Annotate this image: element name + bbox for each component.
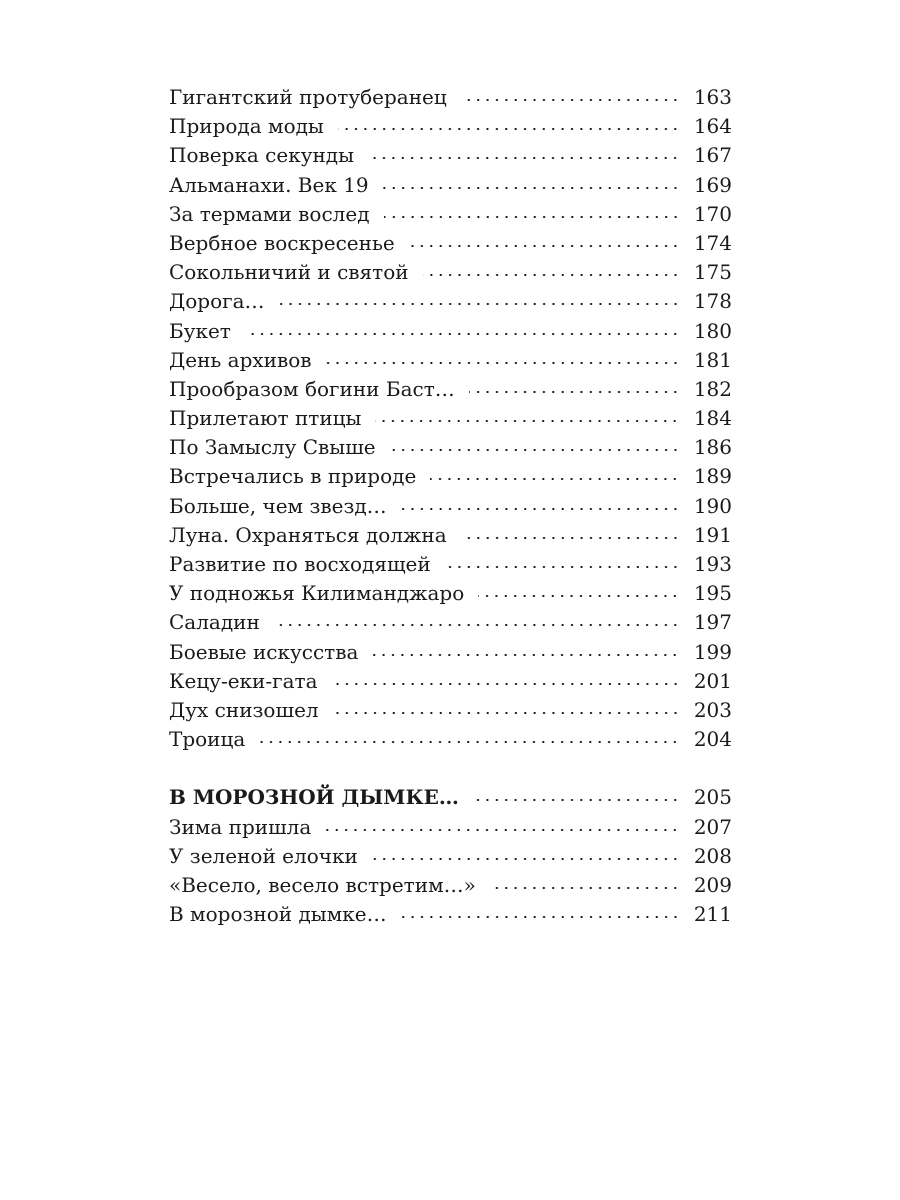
- entry-title: Кецу-еки-гата: [169, 668, 318, 693]
- toc-entry: [169, 433, 732, 462]
- entry-page-number: 174: [693, 230, 732, 255]
- toc-entry: [169, 492, 732, 521]
- entry-page-number: 182: [693, 376, 732, 401]
- entry-title: Поверка секунды: [169, 143, 355, 168]
- toc-entry: [169, 258, 732, 287]
- toc-entry: [169, 83, 732, 112]
- toc-entry: [169, 608, 732, 637]
- entry-page-number: 163: [693, 85, 732, 109]
- entry-page-number: 186: [693, 435, 732, 460]
- entry-title: За термами вослед: [169, 201, 370, 226]
- entry-page-number: 180: [693, 318, 732, 343]
- dot-leader: [332, 668, 680, 688]
- table-of-contents: [169, 83, 732, 929]
- entry-title: Альманахи. Век 19: [169, 172, 369, 197]
- entry-title: По Замыслу Свыше: [169, 435, 376, 460]
- entry-title: Больше, чем звезд…: [169, 493, 387, 518]
- dot-leader: [478, 580, 680, 600]
- toc-entry: [169, 579, 732, 608]
- entry-page-number: 203: [693, 697, 732, 722]
- dot-leader: [461, 84, 680, 104]
- dot-leader: [409, 230, 680, 250]
- dot-leader: [333, 697, 680, 717]
- entry-page-number: 209: [693, 872, 732, 897]
- toc-entry: [169, 725, 732, 754]
- section-heading-title: В МОРОЗНОЙ ДЫМКЕ…: [169, 785, 459, 810]
- entry-page-number: 201: [693, 668, 732, 693]
- entry-page-number: 195: [693, 581, 732, 606]
- dot-leader: [390, 434, 680, 454]
- entry-page-number: 169: [693, 172, 732, 197]
- entry-title: Дорога…: [169, 289, 265, 314]
- toc-entry: [169, 200, 732, 229]
- dot-leader: [473, 784, 680, 804]
- toc-entry: [169, 171, 732, 200]
- dot-leader: [326, 347, 680, 367]
- entry-title: Гигантский протуберанец: [169, 85, 447, 109]
- toc-entry: [169, 842, 732, 871]
- dot-leader: [372, 639, 679, 659]
- dot-leader: [279, 288, 680, 308]
- dot-leader: [325, 814, 679, 834]
- entry-title: Саладин: [169, 610, 260, 635]
- entry-page-number: 181: [693, 347, 732, 372]
- entry-title: Сокольничий и святой: [169, 260, 409, 285]
- dot-leader: [368, 142, 680, 162]
- toc-entry: [169, 521, 732, 550]
- toc-entry: [169, 462, 732, 491]
- entry-page-number: 199: [693, 639, 732, 664]
- toc-entry: [169, 317, 732, 346]
- entry-page-number: 193: [693, 552, 732, 576]
- dot-leader: [430, 463, 680, 483]
- entry-title: В морозной дымке…: [169, 902, 387, 927]
- entry-title: Луна. Охраняться должна: [169, 522, 447, 547]
- toc-entry: [169, 696, 732, 725]
- entry-title: Вербное воскресенье: [169, 230, 395, 255]
- dot-leader: [401, 901, 680, 921]
- entry-page-number: 164: [693, 114, 732, 139]
- entry-title: Дух снизошел: [169, 697, 319, 722]
- toc-group-2: [169, 783, 732, 929]
- entry-title: Троица: [169, 727, 246, 752]
- entry-page-number: 190: [693, 493, 732, 518]
- toc-entry: [169, 112, 732, 141]
- entry-title: Прилетают птицы: [169, 406, 362, 431]
- dot-leader: [372, 843, 680, 863]
- entry-title: День архивов: [169, 347, 312, 372]
- dot-leader: [245, 318, 680, 338]
- entry-page-number: 184: [693, 406, 732, 431]
- entry-page-number: 205: [693, 785, 732, 810]
- dot-leader: [375, 405, 679, 425]
- entry-page-number: 191: [693, 522, 732, 547]
- toc-entry: [169, 813, 732, 842]
- dot-leader: [383, 172, 680, 192]
- dot-leader: [259, 726, 680, 746]
- entry-page-number: 208: [693, 843, 732, 868]
- entry-page-number: 170: [693, 201, 732, 226]
- toc-entry: [169, 667, 732, 696]
- entry-title: Боевые искусства: [169, 639, 359, 664]
- section-heading-entry: [169, 783, 732, 812]
- entry-title: Встречались в природе: [169, 464, 417, 489]
- entry-title: Прообразом богини Баст…: [169, 376, 455, 401]
- entry-title: У зеленой елочки: [169, 843, 358, 868]
- toc-entry: [169, 550, 732, 579]
- toc-group-1: [169, 83, 732, 754]
- toc-entry: [169, 871, 732, 900]
- toc-entry: [169, 375, 732, 404]
- dot-leader: [461, 522, 680, 542]
- dot-leader: [401, 493, 680, 513]
- toc-entry: [169, 638, 732, 667]
- entry-title: «Весело, весело встретим…»: [169, 872, 476, 897]
- toc-entry: [169, 404, 732, 433]
- entry-title: Развитие по восходящей: [169, 552, 431, 576]
- toc-entry: [169, 141, 732, 170]
- toc-entry: [169, 229, 732, 258]
- entry-title: Букет: [169, 318, 231, 343]
- dot-leader: [274, 609, 680, 629]
- toc-entry: [169, 900, 732, 929]
- entry-page-number: 207: [693, 814, 732, 839]
- entry-page-number: 178: [693, 289, 732, 314]
- toc-entry: [169, 287, 732, 316]
- entry-page-number: 167: [693, 143, 732, 168]
- dot-leader: [423, 259, 680, 279]
- dot-leader: [469, 376, 680, 396]
- entry-page-number: 197: [693, 610, 732, 635]
- dot-leader: [338, 113, 680, 133]
- entry-page-number: 211: [693, 902, 732, 927]
- dot-leader: [490, 872, 680, 892]
- entry-title: У подножья Килиманджаро: [169, 581, 465, 606]
- entry-page-number: 189: [693, 464, 732, 489]
- entry-title: Зима пришла: [169, 814, 312, 839]
- entry-page-number: 175: [693, 260, 732, 285]
- toc-entry: [169, 346, 732, 375]
- dot-leader: [445, 551, 680, 571]
- dot-leader: [384, 201, 680, 221]
- entry-page-number: 204: [693, 727, 732, 752]
- entry-title: Природа моды: [169, 114, 324, 139]
